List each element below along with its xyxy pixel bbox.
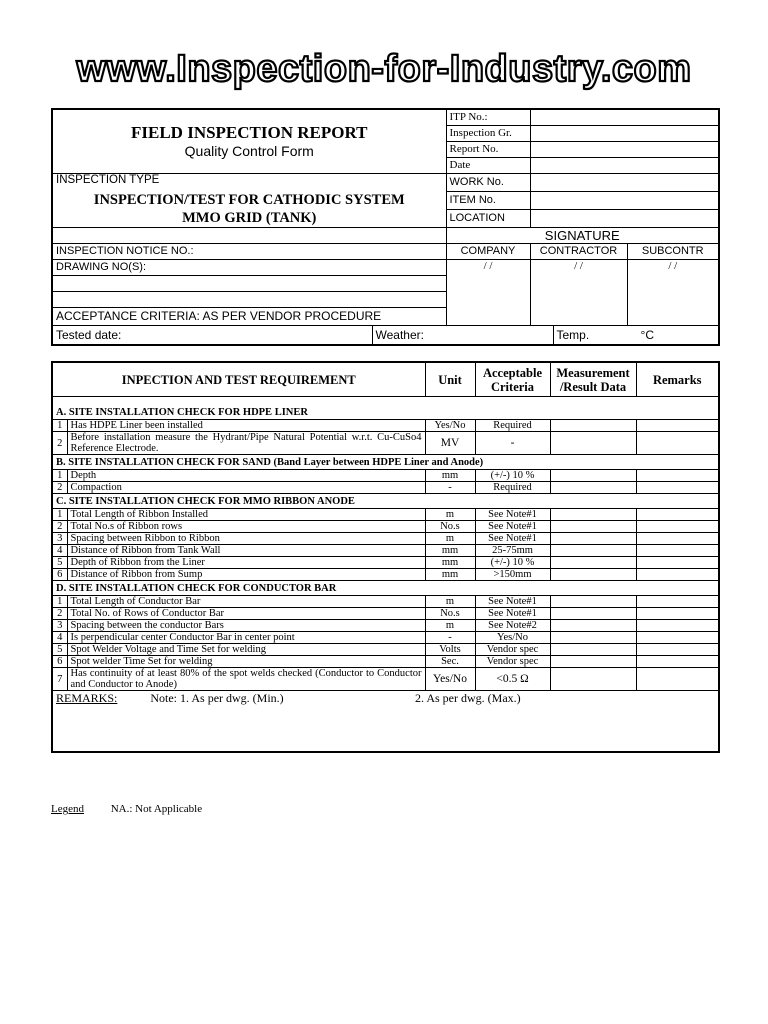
company-date-slashes: / / [483, 259, 493, 272]
section-row [52, 405, 719, 420]
row-requirement: Total Length of Ribbon Installed [67, 509, 425, 521]
row-unit: Sec. [425, 656, 475, 668]
location-label: LOCATION [446, 209, 530, 227]
section-title: C. SITE INSTALLATION CHECK FOR MMO RIBBON ANODE [52, 494, 719, 509]
row-measurement[interactable] [550, 420, 636, 432]
row-requirement: Spacing between Ribbon to Ribbon [67, 533, 425, 545]
row-remarks[interactable] [636, 521, 719, 533]
spacer-row [52, 397, 719, 406]
row-unit: m [425, 596, 475, 608]
work-no-value[interactable] [530, 173, 719, 191]
row-number: 7 [52, 668, 67, 691]
row-measurement[interactable] [550, 569, 636, 581]
row-measurement[interactable] [550, 608, 636, 620]
section-title: B. SITE INSTALLATION CHECK FOR SAND (Band Layer between HDPE Liner and Anode) [52, 455, 719, 470]
section-row [52, 494, 719, 509]
row-unit: MV [425, 432, 475, 455]
row-number: 1 [52, 420, 67, 432]
row-measurement[interactable] [550, 545, 636, 557]
row-number: 2 [52, 482, 67, 494]
table-row [52, 656, 719, 668]
row-measurement[interactable] [550, 656, 636, 668]
table-row [52, 470, 719, 482]
row-remarks[interactable] [636, 632, 719, 644]
row-criteria: Vendor spec [475, 644, 550, 656]
table-row [52, 432, 719, 455]
table-row [52, 533, 719, 545]
itp-no-value[interactable] [530, 109, 719, 125]
row-measurement[interactable] [550, 533, 636, 545]
legend [51, 803, 202, 815]
section-title: A. SITE INSTALLATION CHECK FOR HDPE LINER [52, 405, 719, 420]
row-number: 6 [52, 656, 67, 668]
row-measurement[interactable] [550, 470, 636, 482]
remarks-area[interactable] [52, 705, 719, 752]
row-remarks[interactable] [636, 620, 719, 632]
inspection-type-label: INSPECTION TYPE [56, 173, 160, 186]
row-number: 1 [52, 596, 67, 608]
row-requirement: Total Length of Conductor Bar [67, 596, 425, 608]
row-criteria: >150mm [475, 569, 550, 581]
row-measurement[interactable] [550, 482, 636, 494]
row-requirement: Total No.s of Ribbon rows [67, 521, 425, 533]
company-header: COMPANY [446, 243, 530, 259]
notice-no-label: INSPECTION NOTICE NO.: [52, 243, 446, 259]
row-remarks[interactable] [636, 569, 719, 581]
legend-text: NA.: Not Applicable [110, 803, 203, 815]
row-requirement: Depth [67, 470, 425, 482]
row-requirement: Is perpendicular center Conductor Bar in center point [67, 632, 425, 644]
table-row [52, 420, 719, 432]
row-measurement[interactable] [550, 620, 636, 632]
row-unit: m [425, 620, 475, 632]
temp-cell [553, 325, 719, 345]
row-remarks[interactable] [636, 596, 719, 608]
table-row [52, 569, 719, 581]
report-title: FIELD INSPECTION REPORT [131, 123, 368, 143]
row-requirement: Distance of Ribbon from Tank Wall [67, 545, 425, 557]
row-number: 4 [52, 545, 67, 557]
row-number: 5 [52, 557, 67, 569]
row-criteria: Required [475, 420, 550, 432]
table-row [52, 608, 719, 620]
legend-label: Legend [51, 803, 84, 815]
row-number: 4 [52, 632, 67, 644]
row-unit: Yes/No [425, 420, 475, 432]
tested-date-label: Tested date: [52, 325, 372, 345]
row-criteria: 25-75mm [475, 545, 550, 557]
degree-unit: °C [640, 327, 654, 342]
row-remarks[interactable] [636, 432, 719, 455]
row-remarks[interactable] [636, 420, 719, 432]
row-requirement: Total No. of Rows of Conductor Bar [67, 608, 425, 620]
row-number: 1 [52, 509, 67, 521]
row-criteria: Yes/No [475, 632, 550, 644]
requirement-column-header: INPECTION AND TEST REQUIREMENT [52, 362, 425, 397]
row-criteria: Required [475, 482, 550, 494]
row-number: 3 [52, 533, 67, 545]
row-remarks[interactable] [636, 644, 719, 656]
contractor-date-slashes: / / [574, 259, 583, 272]
table-row [52, 620, 719, 632]
subcontr-signature[interactable] [627, 259, 719, 325]
table-row [52, 668, 719, 691]
row-criteria: (+/-) 10 % [475, 557, 550, 569]
row-unit: mm [425, 545, 475, 557]
row-unit: Yes/No [425, 668, 475, 691]
drawing-line-3[interactable] [52, 291, 446, 307]
row-number: 1 [52, 470, 67, 482]
row-criteria: See Note#1 [475, 596, 550, 608]
location-value[interactable] [530, 209, 719, 227]
itp-no-label: ITP No.: [446, 109, 530, 125]
row-requirement: Has HDPE Liner been installed [67, 420, 425, 432]
report-title-cell [52, 109, 446, 173]
row-unit: mm [425, 470, 475, 482]
row-criteria: Vendor spec [475, 656, 550, 668]
row-remarks[interactable] [636, 470, 719, 482]
row-unit: Volts [425, 644, 475, 656]
table-row [52, 545, 719, 557]
row-measurement[interactable] [550, 596, 636, 608]
row-remarks[interactable] [636, 656, 719, 668]
acceptance-criteria: ACCEPTANCE CRITERIA: AS PER VENDOR PROCEDURE [52, 307, 446, 325]
signature-spacer [52, 227, 446, 243]
temp-label: Temp. [556, 327, 590, 342]
row-criteria: (+/-) 10 % [475, 470, 550, 482]
section-row [52, 455, 719, 470]
row-remarks[interactable] [636, 509, 719, 521]
row-number: 3 [52, 620, 67, 632]
row-criteria: <0.5 Ω [475, 668, 550, 691]
company-signature[interactable] [446, 259, 530, 325]
table-row [52, 557, 719, 569]
table-row [52, 482, 719, 494]
row-measurement[interactable] [550, 632, 636, 644]
inspection-gr-label: Inspection Gr. [446, 125, 530, 141]
row-criteria: See Note#1 [475, 533, 550, 545]
row-remarks[interactable] [636, 668, 719, 691]
table-row [52, 509, 719, 521]
weather-label: Weather: [372, 325, 553, 345]
header-table [51, 108, 720, 346]
section-title: D. SITE INSTALLATION CHECK FOR CONDUCTOR BAR [52, 581, 719, 596]
row-criteria: See Note#1 [475, 608, 550, 620]
row-requirement: Distance of Ribbon from Sump [67, 569, 425, 581]
row-remarks[interactable] [636, 557, 719, 569]
row-measurement[interactable] [550, 432, 636, 455]
row-requirement: Spot welder Time Set for welding [67, 656, 425, 668]
date-value[interactable] [530, 157, 719, 173]
inspection-table [51, 361, 720, 753]
measurement-column-header: Measurement /Result Data [550, 362, 636, 397]
report-no-value[interactable] [530, 141, 719, 157]
date-label: Date [446, 157, 530, 173]
row-remarks[interactable] [636, 482, 719, 494]
acceptable-criteria-column-header: Acceptable Criteria [475, 362, 550, 397]
row-number: 5 [52, 644, 67, 656]
row-measurement[interactable] [550, 644, 636, 656]
row-requirement: Has continuity of at least 80% of the spot welds checked (Conductor to Conductor and Conductor to Anode) [67, 668, 425, 691]
table-row [52, 632, 719, 644]
remarks-column-header: Remarks [636, 362, 719, 397]
signature-heading: SIGNATURE [446, 227, 719, 243]
inspection-type-line1: INSPECTION/TEST FOR CATHODIC SYSTEM [93, 191, 405, 208]
row-measurement[interactable] [550, 557, 636, 569]
item-no-label: ITEM No. [446, 191, 530, 209]
row-unit: No.s [425, 521, 475, 533]
inspection-gr-value[interactable] [530, 125, 719, 141]
row-measurement[interactable] [550, 668, 636, 691]
row-unit: mm [425, 569, 475, 581]
report-no-label: Report No. [446, 141, 530, 157]
inspection-type-cell [52, 173, 446, 227]
row-unit: m [425, 533, 475, 545]
unit-column-header: Unit [425, 362, 475, 397]
row-remarks[interactable] [636, 533, 719, 545]
table-row [52, 596, 719, 608]
item-no-value[interactable] [530, 191, 719, 209]
row-criteria: - [475, 432, 550, 455]
row-number: 2 [52, 432, 67, 455]
row-number: 2 [52, 521, 67, 533]
work-no-label: WORK No. [446, 173, 530, 191]
section-row [52, 581, 719, 596]
row-requirement: Before installation measure the Hydrant/Pipe Natural Potential w.r.t. Cu-CuSo4 Reference Electrode. [67, 432, 425, 455]
row-number: 6 [52, 569, 67, 581]
sections-body [52, 405, 719, 691]
row-requirement: Depth of Ribbon from the Liner [67, 557, 425, 569]
subcontr-header: SUBCONTR [627, 243, 719, 259]
row-requirement: Compaction [67, 482, 425, 494]
row-measurement[interactable] [550, 521, 636, 533]
row-unit: - [425, 632, 475, 644]
note-1: Note: 1. As per dwg. (Min.) [150, 690, 284, 705]
row-measurement[interactable] [550, 509, 636, 521]
subcontr-date-slashes: / / [668, 259, 678, 272]
row-criteria: See Note#2 [475, 620, 550, 632]
row-number: 2 [52, 608, 67, 620]
row-unit: - [425, 482, 475, 494]
row-requirement: Spacing between the conductor Bars [67, 620, 425, 632]
drawing-no-label: DRAWING NO(S): [52, 259, 446, 275]
contractor-header: CONTRACTOR [530, 243, 627, 259]
row-unit: mm [425, 557, 475, 569]
report-subtitle: Quality Control Form [184, 143, 314, 160]
contractor-signature[interactable] [530, 259, 627, 325]
remarks-line [52, 691, 475, 706]
remarks-label: REMARKS: [56, 690, 118, 705]
site-watermark-title: www.Inspection-for-Industry.com [76, 48, 692, 90]
row-unit: m [425, 509, 475, 521]
row-criteria: See Note#1 [475, 521, 550, 533]
note-2-cell [415, 690, 719, 706]
inspection-type-line2: MMO GRID (TANK) [182, 209, 317, 226]
table-row [52, 521, 719, 533]
row-requirement: Spot Welder Voltage and Time Set for welding [67, 644, 425, 656]
row-criteria: See Note#1 [475, 509, 550, 521]
drawing-line-2[interactable] [52, 275, 446, 291]
row-remarks[interactable] [636, 608, 719, 620]
table-row [52, 644, 719, 656]
note-2: 2. As per dwg. (Max.) [415, 690, 521, 705]
row-remarks[interactable] [636, 545, 719, 557]
row-unit: No.s [425, 608, 475, 620]
